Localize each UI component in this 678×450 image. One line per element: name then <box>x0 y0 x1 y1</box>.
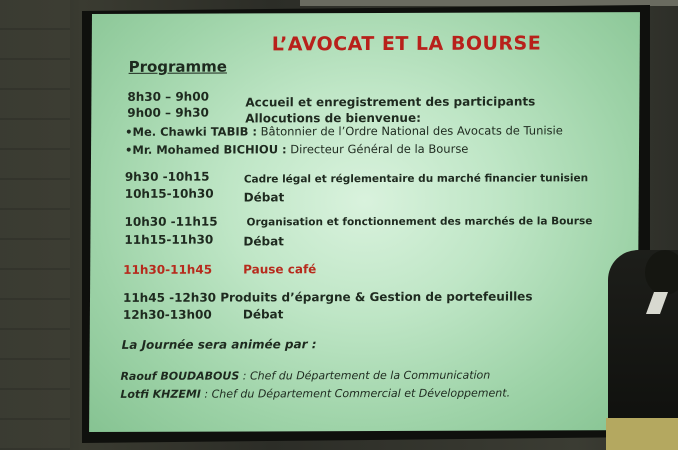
speaker-name: •Me. Chawki TABIB : <box>125 124 258 139</box>
item-allocutions: Allocutions de bienvenue: <box>245 110 421 126</box>
item-cadre-legal: Cadre légal et réglementaire du marché financier tunisien <box>243 172 589 186</box>
time-10h15: 10h15-10h30 <box>124 186 214 201</box>
host-role: : Chef du Département de la Communication <box>242 368 491 383</box>
speaker-bichiou <box>125 142 468 157</box>
projected-slide <box>89 12 640 432</box>
time-8h30: 8h30 – 9h00 <box>127 89 210 104</box>
wall-panel <box>0 0 70 450</box>
host-boudabous <box>120 369 490 383</box>
item-pause-cafe: Pause café <box>243 262 317 277</box>
item-debat-3: Débat <box>242 307 284 322</box>
speaker-role: Bâtonnier de l’Ordre National des Avocats de Tunisie <box>260 123 563 139</box>
speaker-tabib <box>125 123 563 139</box>
item-debat-1: Débat <box>243 190 285 205</box>
animation-heading: La Journée sera animée par : <box>121 337 317 352</box>
speaker-name: •Mr. Mohamed BICHIOU : <box>125 142 287 157</box>
programme-heading: Programme <box>128 57 228 76</box>
speaker-role: Directeur Général de la Bourse <box>290 141 469 157</box>
time-11h30: 11h30-11h45 <box>123 262 213 277</box>
host-khzemi <box>120 387 510 401</box>
item-accueil: Accueil et enregistrement des participants <box>245 94 536 110</box>
item-organisation: Organisation et fonctionnement des marchés de la Bourse <box>246 215 593 229</box>
time-10h30: 10h30 -11h15 <box>124 214 218 229</box>
time-11h45 <box>123 289 533 304</box>
desk-edge <box>606 418 678 450</box>
time-9h30: 9h30 -10h15 <box>124 169 210 184</box>
host-name: Lotfi KHZEMI <box>120 387 201 401</box>
item-produits: Produits d’épargne & Gestion de portefeuilles <box>220 289 533 305</box>
time-9h00: 9h00 – 9h30 <box>127 105 209 120</box>
time-11h15: 11h15-11h30 <box>124 232 214 247</box>
slide-title: L’AVOCAT ET LA BOURSE <box>271 32 542 56</box>
host-role: : Chef du Département Commercial et Développement. <box>204 386 511 401</box>
presenter-head <box>645 250 678 295</box>
host-name: Raouf BOUDABOUS <box>120 369 240 383</box>
item-debat-2: Débat <box>243 234 284 249</box>
time-12h30: 12h30-13h00 <box>122 307 212 322</box>
time-label: 11h45 -12h30 <box>122 290 217 305</box>
